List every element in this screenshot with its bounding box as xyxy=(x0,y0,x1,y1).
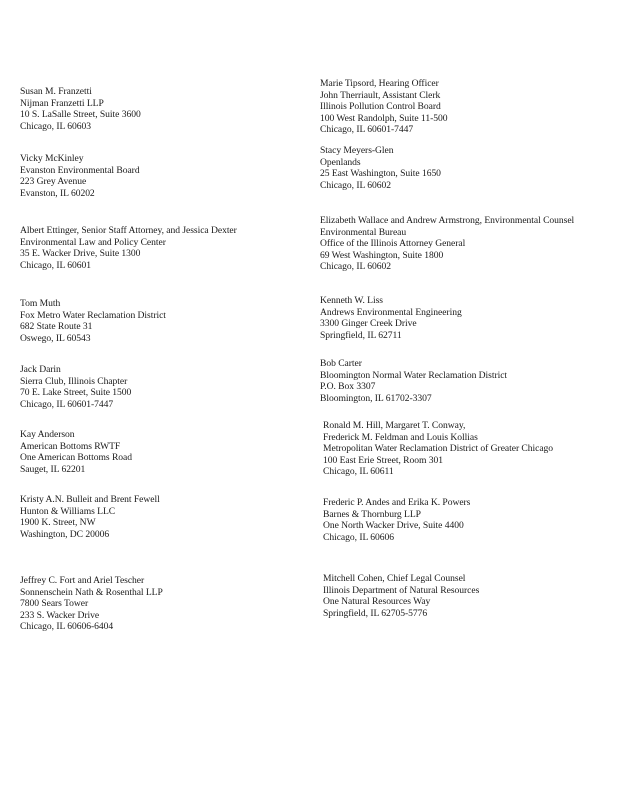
city-state-zip: Chicago, IL 60602 xyxy=(320,261,392,273)
address-block-wallace xyxy=(320,215,574,273)
contact-name: Vicky McKinley xyxy=(20,153,84,164)
contact-name: Jack Darin xyxy=(20,364,61,375)
organization: Sierra Club, Illinois Chapter xyxy=(20,375,128,387)
address-block-andes xyxy=(323,497,470,543)
organization: Environmental Law and Policy Center xyxy=(20,236,166,248)
contact-name: Frederic P. Andes and Erika K. Powers xyxy=(323,497,471,508)
address-block-muth xyxy=(20,298,166,344)
organization: Illinois Pollution Control Board xyxy=(320,101,441,113)
contact-name: Kristy A.N. Bulleit and Brent Fewell xyxy=(20,494,160,505)
city-state-zip: Chicago, IL 60602 xyxy=(320,179,392,191)
organization: Nijman Franzetti LLP xyxy=(20,97,104,109)
contact-name: Stacy Meyers-Glen xyxy=(320,145,394,156)
city-state-zip: Evanston, IL 60202 xyxy=(20,187,95,199)
contact-name-secondary: John Therriault, Assistant Clerk xyxy=(320,89,441,101)
organization: Bloomington Normal Water Reclamation District xyxy=(320,369,508,381)
city-state-zip: Chicago, IL 60603 xyxy=(20,120,92,132)
address-block-fort xyxy=(20,575,163,633)
contact-name: Jeffrey C. Fort and Ariel Tescher xyxy=(20,575,145,586)
city-state-zip: Chicago, IL 60611 xyxy=(323,466,394,478)
street-address: 223 Grey Avenue xyxy=(20,176,87,188)
organization: Barnes & Thornburg LLP xyxy=(323,508,421,520)
address-block-mckinley xyxy=(20,153,140,199)
address-block-darin xyxy=(20,364,131,410)
building-name: 7800 Sears Tower xyxy=(20,598,89,610)
address-block-meyers-glen xyxy=(320,145,441,191)
street-address: 35 E. Wacker Drive, Suite 1300 xyxy=(20,248,141,260)
city-state-zip: Chicago, IL 60601-7447 xyxy=(320,124,414,136)
address-block-carter xyxy=(320,358,507,404)
address-block-franzetti xyxy=(20,86,141,132)
address-block-liss xyxy=(320,295,462,341)
organization: Hunton & Williams LLC xyxy=(20,505,116,517)
contact-name-secondary: Frederick M. Feldman and Louis Kollias xyxy=(323,431,478,443)
contact-name: Kenneth W. Liss xyxy=(320,295,383,306)
contact-name: Elizabeth Wallace and Andrew Armstrong, Environmental Counsel xyxy=(320,215,575,226)
organization: Fox Metro Water Reclamation District xyxy=(20,309,166,321)
contact-name: Mitchell Cohen, Chief Legal Counsel xyxy=(323,573,466,584)
contact-name: Tom Muth xyxy=(20,298,61,309)
street-address: 25 East Washington, Suite 1650 xyxy=(320,168,441,180)
contact-name: Ronald M. Hill, Margaret T. Conway, xyxy=(323,420,466,431)
address-block-bulleit xyxy=(20,494,160,540)
street-address: 100 East Erie Street, Room 301 xyxy=(323,454,444,466)
address-block-anderson xyxy=(20,429,132,475)
address-block-tipsord xyxy=(320,78,447,136)
organization: Illinois Department of Natural Resources xyxy=(323,584,480,596)
contact-name: Kay Anderson xyxy=(20,429,75,440)
city-state-zip: Chicago, IL 60606-6404 xyxy=(20,621,114,633)
street-address: One American Bottoms Road xyxy=(20,452,132,464)
street-address: 1900 K. Street, NW xyxy=(20,517,96,529)
organization: Sonnenschein Nath & Rosenthal LLP xyxy=(20,586,163,598)
organization: Metropolitan Water Reclamation District of Greater Chicago xyxy=(323,443,554,455)
organization: Evanston Environmental Board xyxy=(20,164,140,176)
city-state-zip: Chicago, IL 60606 xyxy=(323,531,395,543)
organization-office: Office of the Illinois Attorney General xyxy=(320,238,466,250)
street-address: 10 S. LaSalle Street, Suite 3600 xyxy=(20,109,141,121)
po-box: P.O. Box 3307 xyxy=(320,381,376,393)
organization: Openlands xyxy=(320,156,361,168)
city-state-zip: Sauget, IL 62201 xyxy=(20,463,86,475)
organization: Environmental Bureau xyxy=(320,226,407,238)
street-address: 100 West Randolph, Suite 11-500 xyxy=(320,112,448,124)
street-address: One Natural Resources Way xyxy=(323,596,431,608)
address-block-ettinger xyxy=(20,225,237,271)
city-state-zip: Chicago, IL 60601 xyxy=(20,259,92,271)
city-state-zip: Chicago, IL 60601-7447 xyxy=(20,398,114,410)
city-state-zip: Springfield, IL 62705-5776 xyxy=(323,607,428,619)
address-block-cohen xyxy=(323,573,479,619)
address-block-hill xyxy=(323,420,553,478)
city-state-zip: Bloomington, IL 61702-3307 xyxy=(320,392,432,404)
organization: Andrews Environmental Engineering xyxy=(320,306,462,318)
contact-name: Susan M. Franzetti xyxy=(20,86,92,97)
street-address: One North Wacker Drive, Suite 4400 xyxy=(323,520,464,532)
contact-name: Bob Carter xyxy=(320,358,362,369)
city-state-zip: Oswego, IL 60543 xyxy=(20,332,91,344)
contact-name: Marie Tipsord, Hearing Officer xyxy=(320,78,439,89)
street-address: 233 S. Wacker Drive xyxy=(20,609,100,621)
street-address: 3300 Ginger Creek Drive xyxy=(320,318,417,330)
street-address: 70 E. Lake Street, Suite 1500 xyxy=(20,387,132,399)
contact-name: Albert Ettinger, Senior Staff Attorney, and Jessica Dexter xyxy=(20,225,237,236)
city-state-zip: Washington, DC 20006 xyxy=(20,528,110,540)
street-address: 682 State Route 31 xyxy=(20,321,93,333)
street-address: 69 West Washington, Suite 1800 xyxy=(320,249,444,261)
city-state-zip: Springfield, IL 62711 xyxy=(320,329,402,341)
organization: American Bottoms RWTF xyxy=(20,440,121,452)
